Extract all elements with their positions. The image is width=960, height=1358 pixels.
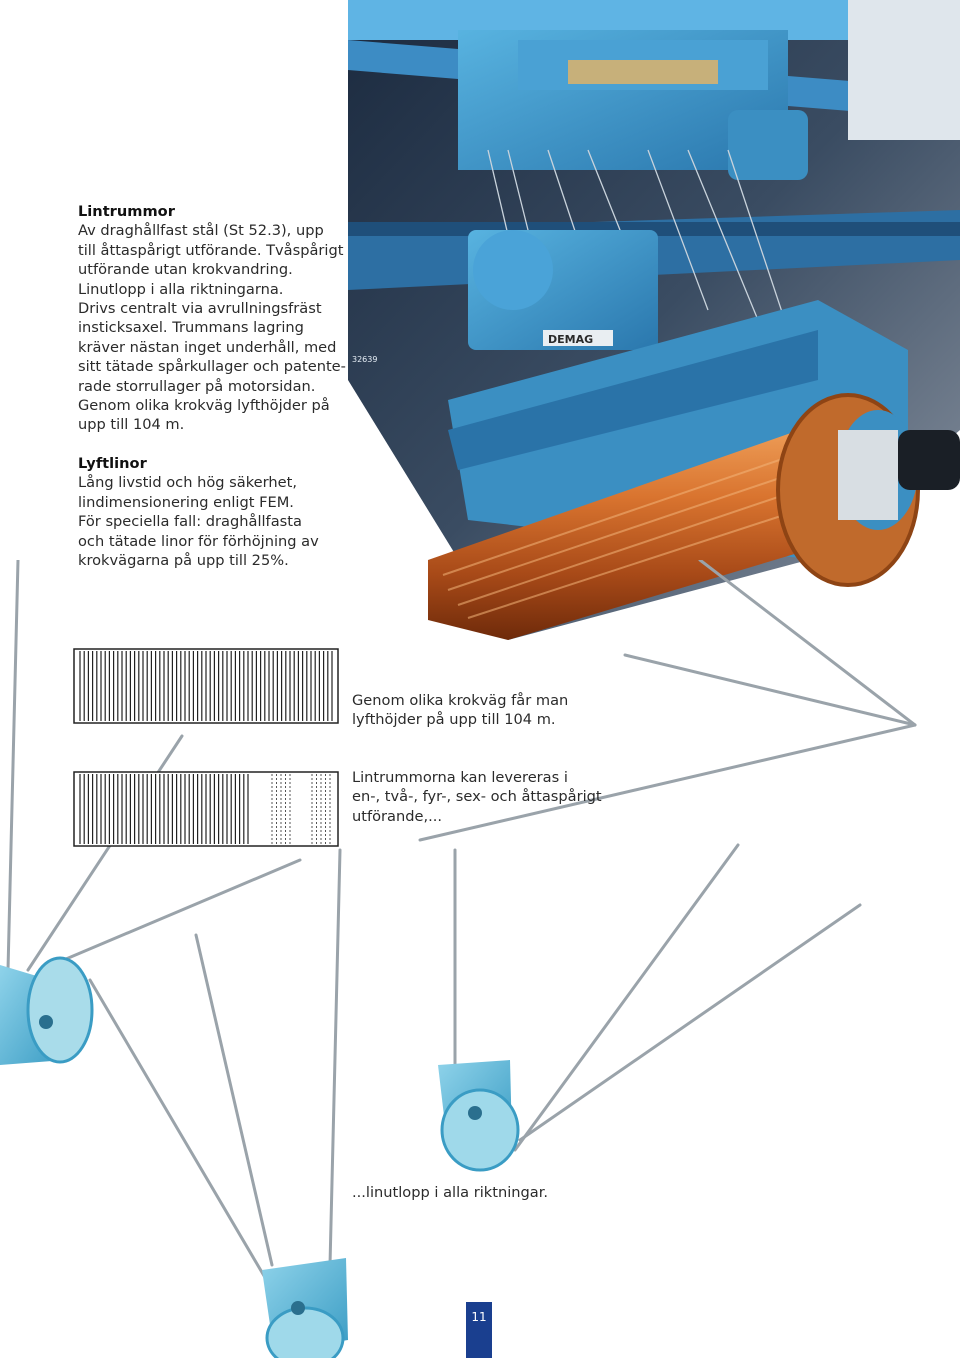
section-lyftlinor: [78, 454, 358, 570]
caption-line: en-, två-, fyr-, sex- och åttaspårigt: [352, 788, 602, 806]
caption-rope-exits: [352, 1183, 548, 1202]
drum-grooves-partial: [80, 774, 248, 844]
rope-drum-drawing-full: [72, 645, 340, 727]
body-line: rade storrullager på motorsidan.: [78, 377, 316, 395]
bearing-block: [838, 430, 898, 520]
body-line: insticksaxel. Trummans lagring: [78, 319, 304, 337]
body-line: Genom olika krokväg lyfthöjder på: [78, 397, 330, 415]
body-line: För speciella fall: draghållfasta: [78, 513, 302, 531]
pulley-block-left: [0, 958, 92, 1065]
body-line: lindimensionering enligt FEM.: [78, 493, 294, 511]
caption-drum-variants: [352, 768, 602, 826]
page-number: 11: [466, 1302, 492, 1358]
gear-window: [568, 60, 718, 84]
caption-line: ...linutlopp i alla riktningar.: [352, 1184, 549, 1201]
body-line: och tätade linor för förhöjning av: [78, 532, 319, 550]
cabin-panel: [848, 0, 960, 140]
motor-end: [473, 230, 553, 310]
rope-drum-drawing-partial: [72, 768, 340, 850]
section-lintrummor: [78, 202, 358, 435]
caption-line: Lintrummorna kan levereras i: [352, 769, 568, 786]
caption-hoist-heights: [352, 691, 568, 730]
pulley-block-bottom: [262, 1258, 348, 1358]
caption-line: utförande,...: [352, 807, 443, 825]
caption-line: Genom olika krokväg får man: [352, 692, 569, 709]
section-heading: Lyftlinor: [78, 455, 147, 472]
brand-plate-text: DEMAG: [548, 333, 594, 346]
motor-housing: [728, 110, 808, 180]
shaft-end: [898, 430, 960, 490]
body-line: Av draghållfast stål (St 52.3), upp: [78, 222, 324, 240]
body-line: sitt tätade spårkullager och patente-: [78, 358, 346, 376]
body-line: utförande utan krokvandring.: [78, 261, 293, 279]
body-line: till åttaspårigt utförande. Tvåspårigt: [78, 241, 344, 259]
body-line: Drivs centralt via avrullningsfräst: [78, 300, 322, 318]
caption-line: lyfthöjder på upp till 104 m.: [352, 711, 556, 729]
pulley-block-center: [438, 1060, 518, 1170]
photo-code: 32639: [352, 355, 378, 364]
body-line: Lång livstid och hög säkerhet,: [78, 474, 297, 492]
section-heading: Lintrummor: [78, 203, 175, 220]
hoist-photo: [348, 0, 960, 640]
drum-grooves-full: [80, 651, 332, 721]
body-line: Linutlopp i alla riktningarna.: [78, 280, 284, 298]
body-line: kräver nästan inget underhåll, med: [78, 338, 337, 356]
body-line: upp till 104 m.: [78, 416, 185, 434]
body-line: krokvägarna på upp till 25%.: [78, 552, 289, 570]
